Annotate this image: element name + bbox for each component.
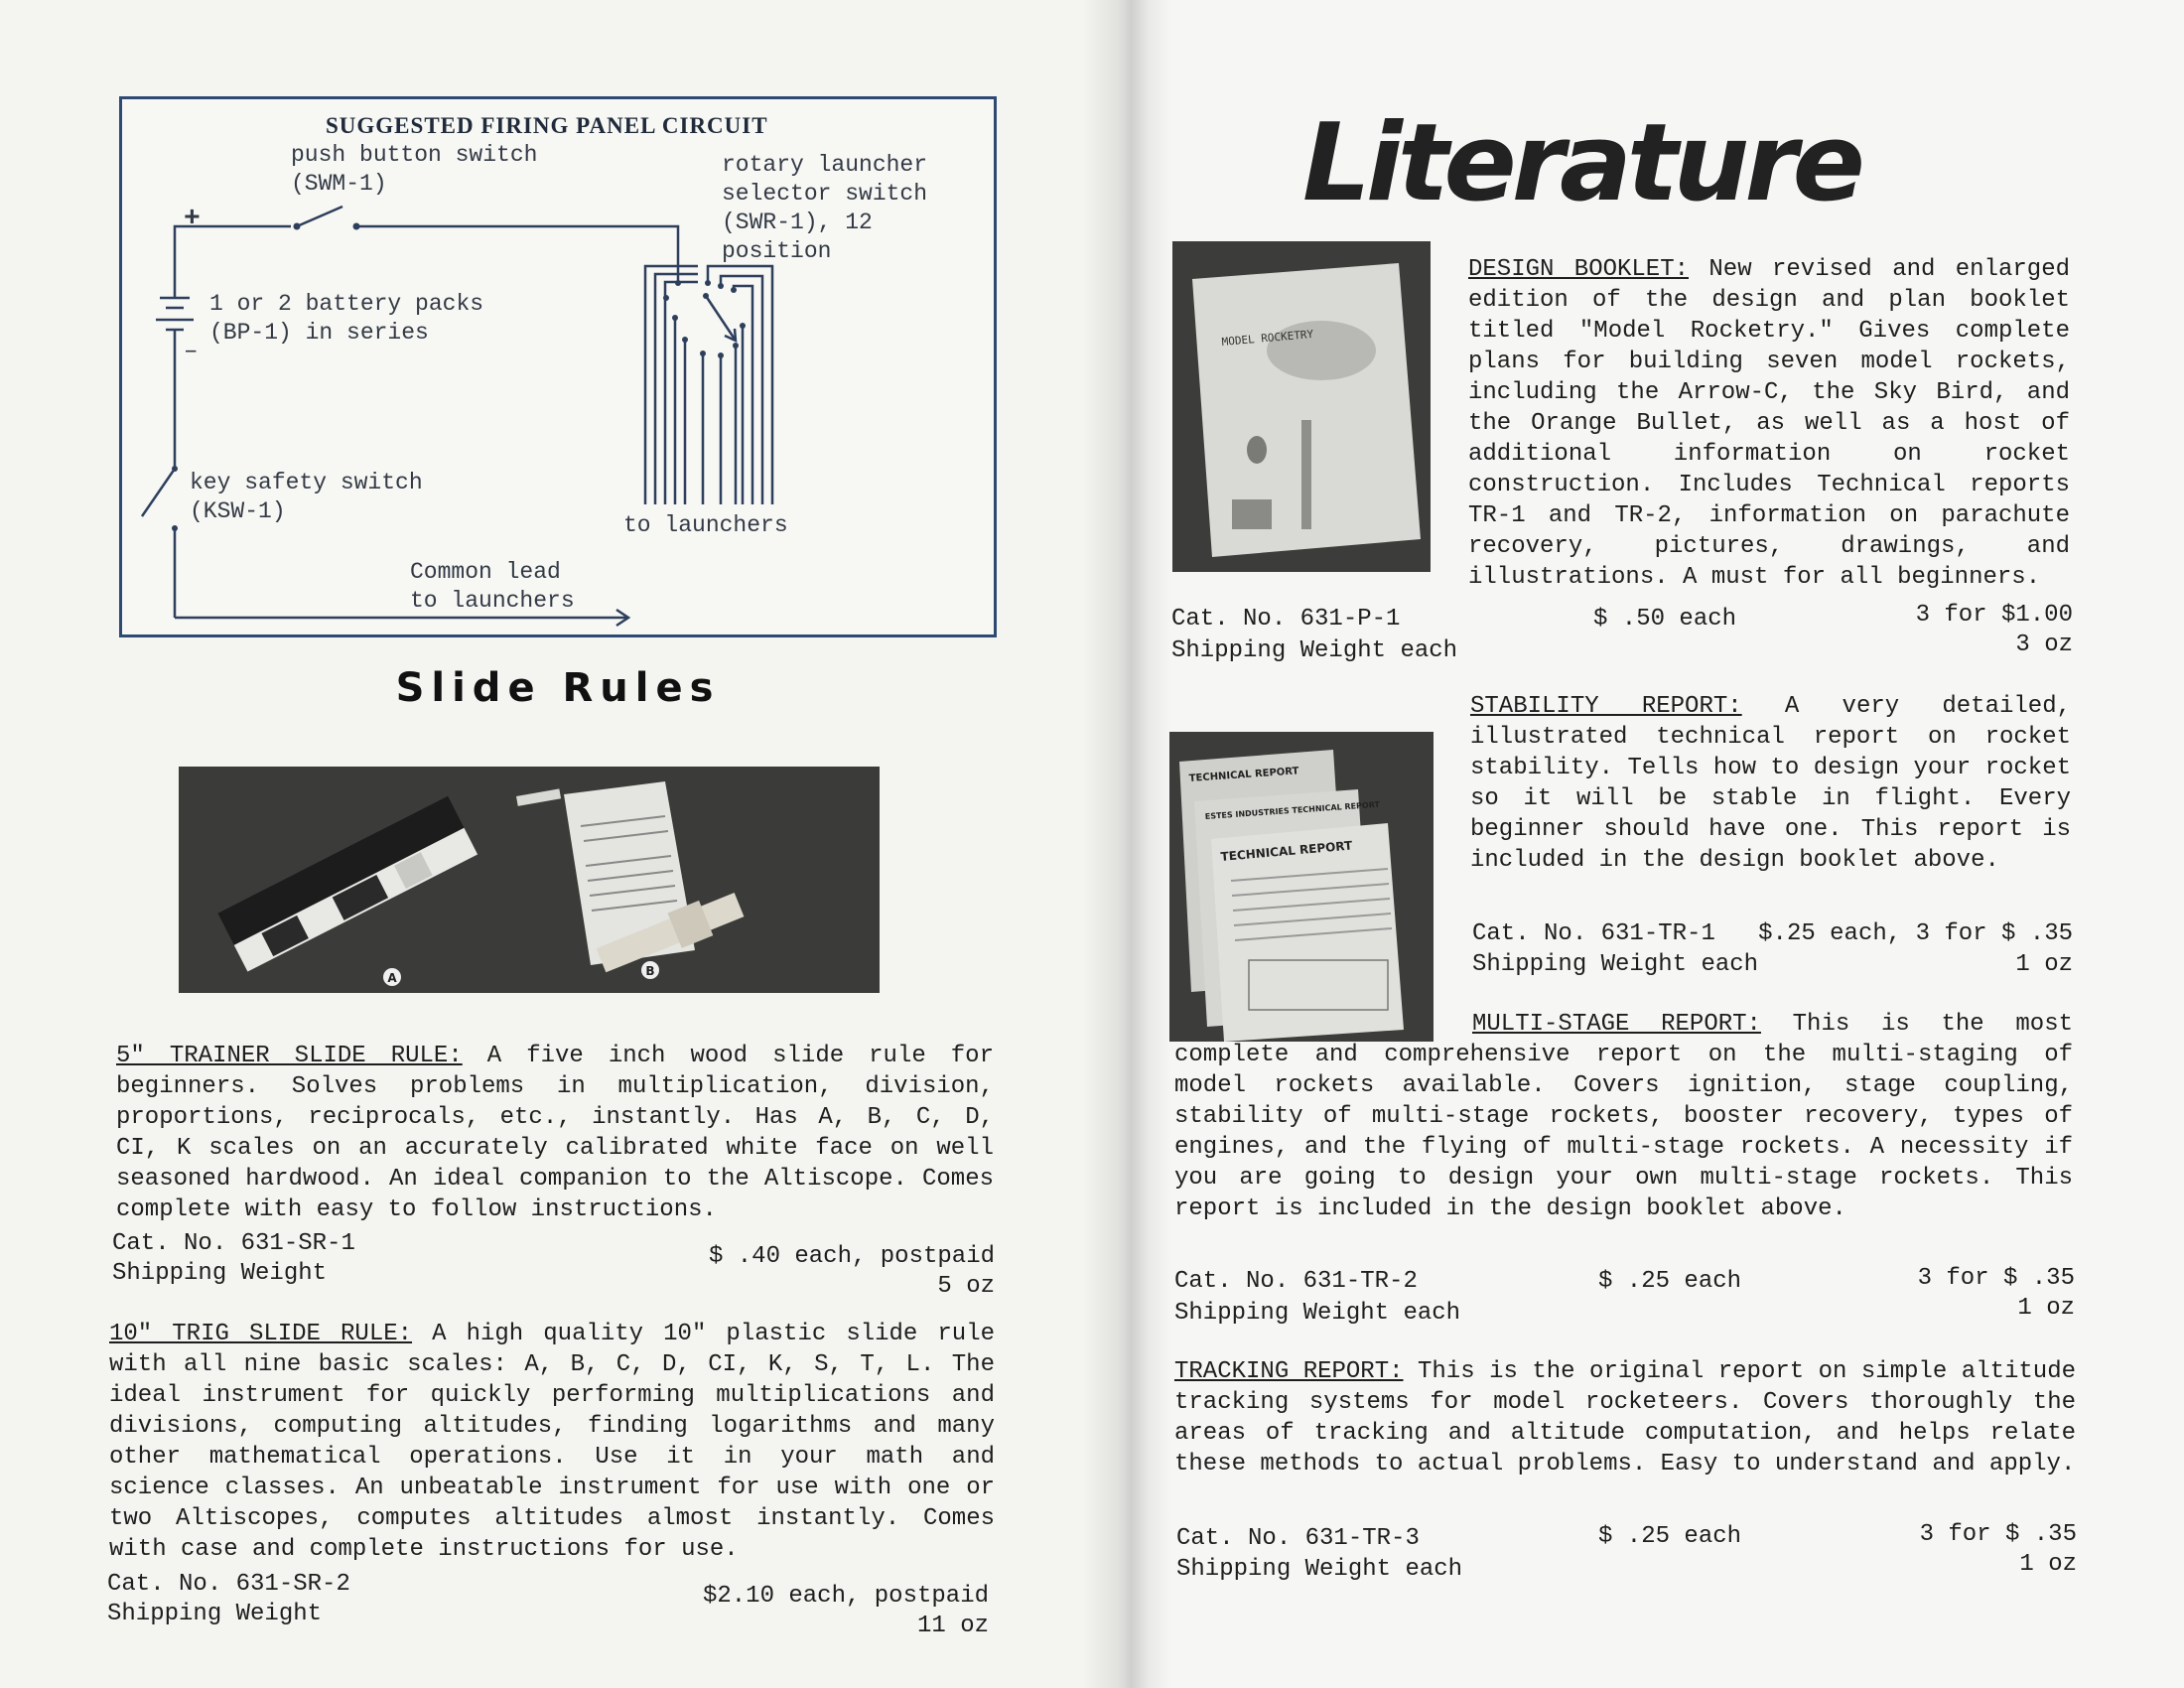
stability-report-cat-no: Cat. No. 631-TR-1 [1472,920,1715,947]
trainer-slide-rule-title: 5" TRAINER SLIDE RULE: [116,1043,463,1069]
design-booklet-bulk-price: 3 for $1.00 [1915,602,2073,629]
design-booklet-description [1468,254,2070,593]
battery-plus-sign: + [184,204,201,234]
design-booklet-weight: 3 oz [2015,632,2073,658]
design-booklet-title: DESIGN BOOKLET: [1468,256,1690,283]
tracking-bulk-price: 3 for $ .35 [1919,1521,2077,1548]
firing-panel-circuit-diagram [119,96,997,637]
design-booklet-shipping: Shipping Weight each [1171,637,1458,664]
design-booklet-body: New revised and enlarged edition of the design and plan booklet titled "Model Rocketry." Gives complete plans for building seven model rockets, including the Arrow-C, the Sky Bird, and the Orange Bullet, as well as a host of additional information on rocket construction. Includes Technical reports TR-1 and TR-2, information on parachute recovery, pictures, drawings, and illustrations. A must for all beginners. [1468,256,2070,591]
trig-weight: 11 oz [916,1613,989,1639]
photo-label-b: B [645,964,655,978]
tracking-price: $ .25 each [1598,1523,1742,1550]
design-booklet-price: $ .50 each [1593,606,1737,633]
design-booklet-photo [1172,241,1431,572]
trainer-cat-no: Cat. No. 631-SR-1 [112,1230,355,1257]
tracking-cat-no: Cat. No. 631-TR-3 [1176,1525,1420,1552]
multi-stage-weight: 1 oz [2017,1295,2075,1322]
tracking-report-body: This is the original report on simple altitude tracking systems for model rocketeers. Covers thoroughly the areas of tracking and altitude computation, and helps relate these methods to actual problems. Easy to understand and apply. [1174,1358,2077,1477]
stability-report-weight: 1 oz [2015,951,2073,978]
stability-report-description [1470,691,2071,876]
multi-stage-price: $ .25 each [1598,1268,1742,1295]
trainer-shipping: Shipping Weight [112,1260,328,1287]
report-cover-title-3: TECHNICAL REPORT [1220,838,1353,864]
common-lead-label: Common lead to launchers [410,559,575,614]
push-button-label: push button switch (SWM-1) [291,142,538,197]
multi-stage-report-title: MULTI-STAGE REPORT: [1472,1011,1761,1038]
tracking-weight: 1 oz [2019,1551,2077,1578]
tracking-report-description [1174,1356,2076,1479]
trainer-slide-rule-body: A five inch wood slide rule for beginners. Solves problems in multiplication, division, proportions, reciprocals, etc., instantly. Has A, B, C, D, CI, K scales on an accurately calibrated white face on well seasoned hardwood. An ideal companion to the Altiscope. Comes complete with easy to follow instructions. [116,1043,994,1223]
multi-stage-report-body: This is the most complete and comprehensive report on the multi-staging of model rockets available. Covers ignition, stage coupling, stability of multi-stage rockets, booster recovery, types of engines, and the flying of multi-stage rockets. A necessity if you are going to design your own multi-stage rockets. This report is included in the design booklet above. [1174,1011,2073,1222]
slide-rules-heading: Slide Rules [395,665,721,711]
report-cover-title-1: TECHNICAL REPORT [1188,766,1299,784]
book-gutter [1082,0,1171,1688]
multi-stage-cat-no: Cat. No. 631-TR-2 [1174,1268,1418,1295]
battery-minus-sign: – [184,339,199,365]
booklet-cover-title: MODEL ROCKETRY [1221,327,1314,349]
stability-report-photo [1169,732,1433,1042]
stability-report-shipping: Shipping Weight each [1472,951,1759,978]
trig-cat-no: Cat. No. 631-SR-2 [107,1571,350,1598]
trainer-slide-rule-description [116,1041,994,1225]
circuit-title: SUGGESTED FIRING PANEL CIRCUIT [326,113,768,138]
multi-stage-report-description [1174,1009,2073,1224]
trainer-price: $ .40 each, postpaid [708,1243,995,1270]
rotary-switch-label: rotary launcher selector switch (SWR-1), 12 position [722,152,928,264]
tracking-report-title: TRACKING REPORT: [1174,1358,1404,1385]
trainer-weight: 5 oz [937,1273,995,1300]
literature-heading: Literature [1302,101,1860,225]
stability-report-body: A very detailed, illustrated technical report on rocket stability. Tells how to design your rocket so it will be stable in flight. Every beginner should have one. This report is included in the design booklet above. [1470,693,2071,874]
trig-slide-rule-description [109,1319,995,1565]
trig-price: $2.10 each, postpaid [702,1583,989,1610]
to-launchers-label: to launchers [623,512,788,538]
photo-label-a: A [387,971,397,985]
push-button-switch-lever [297,207,342,226]
battery-label: 1 or 2 battery packs (BP-1) in series [209,291,484,346]
slide-rules-photo [179,767,880,993]
multi-stage-bulk-price: 3 for $ .35 [1917,1265,2075,1292]
trig-shipping: Shipping Weight [107,1601,323,1627]
key-safety-switch-label: key safety switch (KSW-1) [190,470,423,524]
trig-slide-rule-title: 10" TRIG SLIDE RULE: [109,1321,413,1347]
key-safety-switch-lever [142,469,175,516]
tracking-shipping: Shipping Weight each [1176,1556,1463,1583]
report-cover-title-2: ESTES INDUSTRIES TECHNICAL REPORT [1204,799,1381,821]
multi-stage-shipping: Shipping Weight each [1174,1300,1461,1327]
design-booklet-cat-no: Cat. No. 631-P-1 [1171,606,1401,633]
stability-report-price: $.25 each, 3 for $ .35 [1758,920,2073,947]
stability-report-title: STABILITY REPORT: [1470,693,1742,720]
wire-top-right [356,226,678,283]
rotary-selector-arm [706,296,736,341]
trig-slide-rule-body: A high quality 10" plastic slide rule with all nine basic scales: A, B, C, D, CI, K, S, T, L. The ideal instrument for quickly performing multiplications and divisions, computing altitudes, finding logarithms and many other mathematical operations. Use it in your math and science classes. An unbeatable instrument for use with one or two Altiscopes, computes altitudes almost instantly. Comes with case and complete instructions for use. [109,1321,996,1563]
